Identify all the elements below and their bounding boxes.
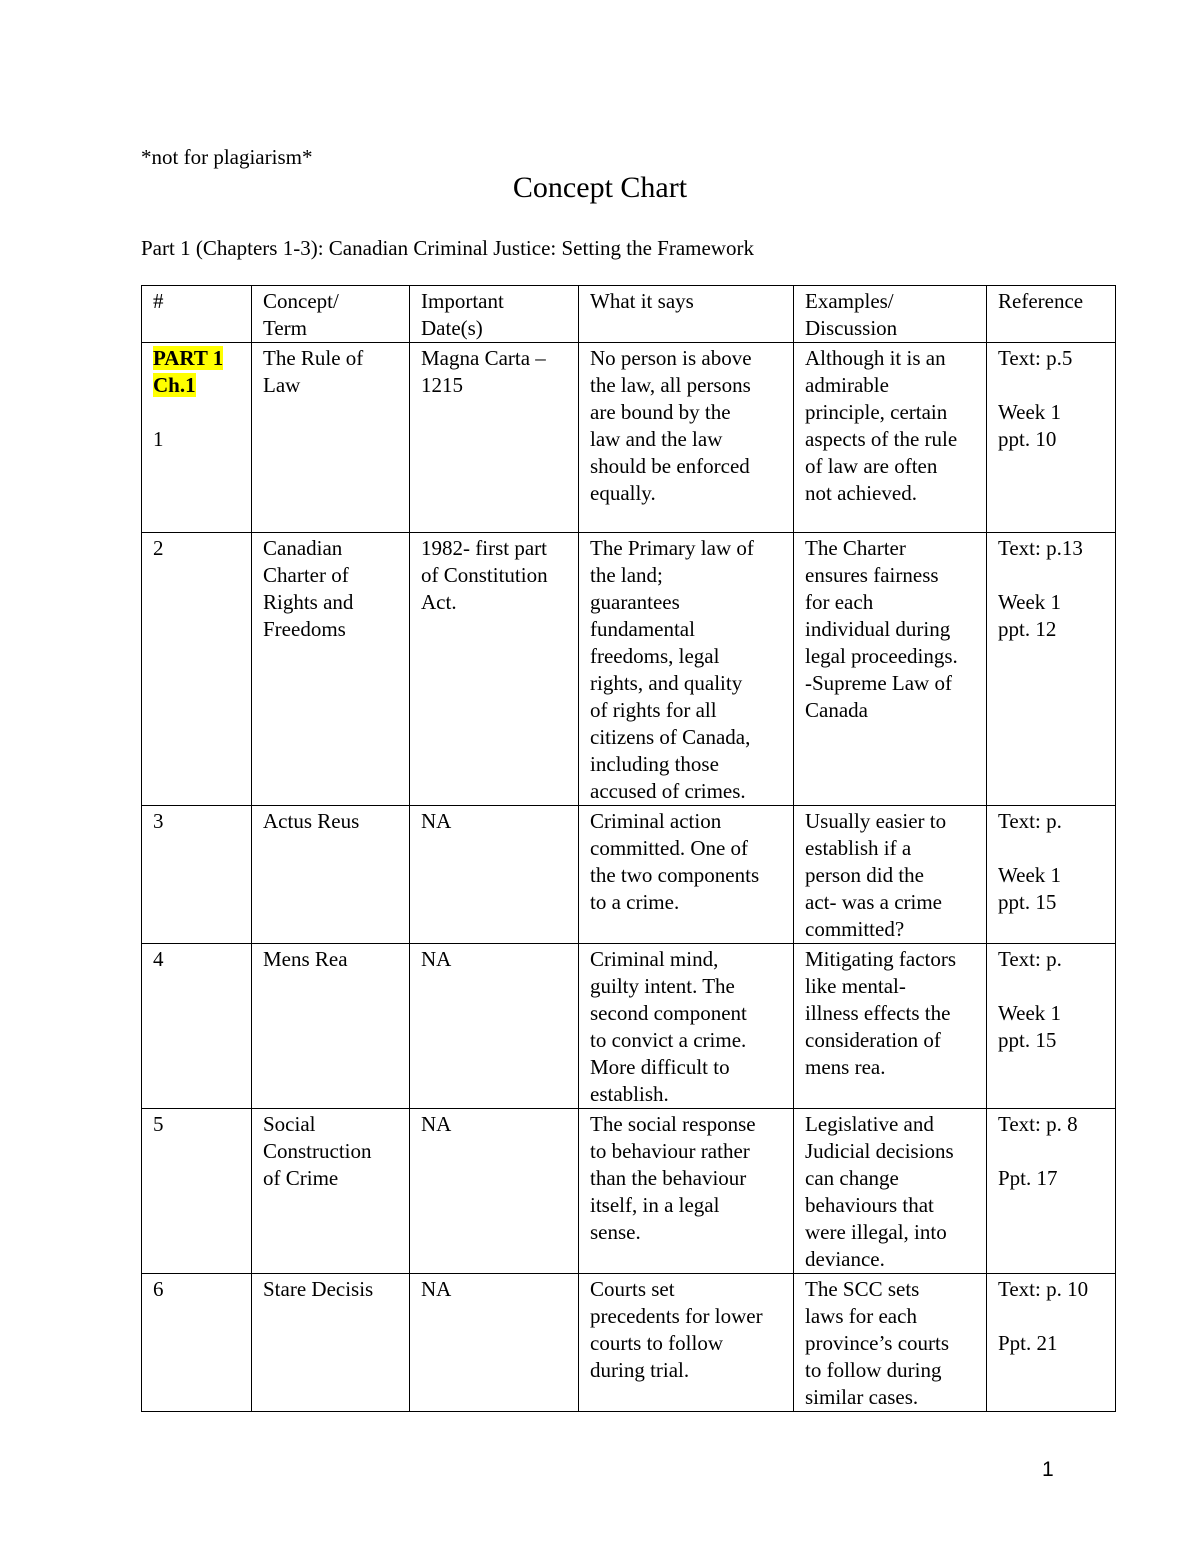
row-number-cell: 2 [142, 533, 252, 806]
plagiarism-note: *not for plagiarism* [141, 145, 313, 169]
concept-cell: Canadian Charter of Rights and Freedoms [252, 533, 410, 806]
what-cell: Criminal mind, guilty intent. The second component to convict a crime. More difficult to establish. [579, 944, 794, 1109]
column-header-examples: Examples/ Discussion [794, 286, 987, 343]
reference-text: Text: p.13 [998, 536, 1083, 560]
concept-cell: Stare Decisis [252, 1274, 410, 1412]
examples-cell: The SCC sets laws for each province’s courts to follow during similar cases. [794, 1274, 987, 1412]
part-label-highlight: PART 1 Ch.1 [153, 346, 224, 397]
dates-cell: NA [410, 944, 579, 1109]
table-row [142, 1274, 1116, 1412]
page-number: 1 [1042, 1458, 1054, 1481]
row-number-cell [142, 343, 252, 533]
column-header-reference: Reference [987, 286, 1116, 343]
what-cell: The Primary law of the land; guarantees fundamental freedoms, legal rights, and quality of rights for all citizens of Canada, including those accused of crimes. [579, 533, 794, 806]
reference-text: Text: p. 8 [998, 1112, 1078, 1136]
part-subtitle: Part 1 (Chapters 1-3): Canadian Criminal Justice: Setting the Framework [141, 236, 754, 260]
reference-cell [987, 343, 1116, 533]
examples-cell: Legislative and Judicial decisions can change behaviours that were illegal, into deviance. [794, 1109, 987, 1274]
dates-cell: NA [410, 1274, 579, 1412]
reference-text: Text: p. [998, 809, 1062, 833]
what-cell: The social response to behaviour rather than the behaviour itself, in a legal sense. [579, 1109, 794, 1274]
reference-text: Text: p. [998, 947, 1062, 971]
what-cell: Courts set precedents for lower courts to follow during trial. [579, 1274, 794, 1412]
column-header-what: What it says [579, 286, 794, 343]
table-row [142, 533, 1116, 806]
page-title: Concept Chart [512, 171, 688, 204]
table-row [142, 944, 1116, 1109]
reference-week: Week 1 ppt. 15 [998, 863, 1062, 914]
table-row [142, 343, 1116, 533]
row-number-cell: 6 [142, 1274, 252, 1412]
table-row [142, 806, 1116, 944]
table-header-row [142, 286, 1116, 343]
what-cell: Criminal action committed. One of the two components to a crime. [579, 806, 794, 944]
dates-cell: NA [410, 806, 579, 944]
concept-cell: Social Construction of Crime [252, 1109, 410, 1274]
dates-cell: NA [410, 1109, 579, 1274]
reference-cell [987, 944, 1116, 1109]
dates-cell: 1982- first part of Constitution Act. [410, 533, 579, 806]
reference-week: Week 1 ppt. 12 [998, 590, 1062, 641]
concept-cell: The Rule of Law [252, 343, 410, 533]
reference-week: Ppt. 17 [998, 1166, 1058, 1190]
concept-cell: Mens Rea [252, 944, 410, 1109]
examples-cell: Mitigating factors like mental- illness effects the consideration of mens rea. [794, 944, 987, 1109]
row-number: 1 [153, 427, 164, 451]
concept-cell: Actus Reus [252, 806, 410, 944]
what-cell: No person is above the law, all persons are bound by the law and the law should be enforced equally. [579, 343, 794, 533]
column-header-dates: Important Date(s) [410, 286, 579, 343]
reference-text: Text: p. 10 [998, 1277, 1089, 1301]
dates-cell: Magna Carta – 1215 [410, 343, 579, 533]
row-number-cell: 3 [142, 806, 252, 944]
reference-cell [987, 806, 1116, 944]
row-number-cell: 5 [142, 1109, 252, 1274]
examples-cell: Although it is an admirable principle, certain aspects of the rule of law are often not achieved. [794, 343, 987, 533]
reference-cell [987, 1274, 1116, 1412]
reference-week: Week 1 ppt. 15 [998, 1001, 1062, 1052]
reference-text: Text: p.5 [998, 346, 1073, 370]
reference-week: Ppt. 21 [998, 1331, 1058, 1355]
row-number-cell: 4 [142, 944, 252, 1109]
concept-chart-table [141, 285, 1116, 1412]
examples-cell: Usually easier to establish if a person did the act- was a crime committed? [794, 806, 987, 944]
reference-cell [987, 1109, 1116, 1274]
reference-cell [987, 533, 1116, 806]
examples-cell: The Charter ensures fairness for each individual during legal proceedings. -Supreme Law of Canada [794, 533, 987, 806]
reference-week: Week 1 ppt. 10 [998, 400, 1062, 451]
column-header-concept: Concept/ Term [252, 286, 410, 343]
table-row [142, 1109, 1116, 1274]
column-header-number: # [142, 286, 252, 343]
